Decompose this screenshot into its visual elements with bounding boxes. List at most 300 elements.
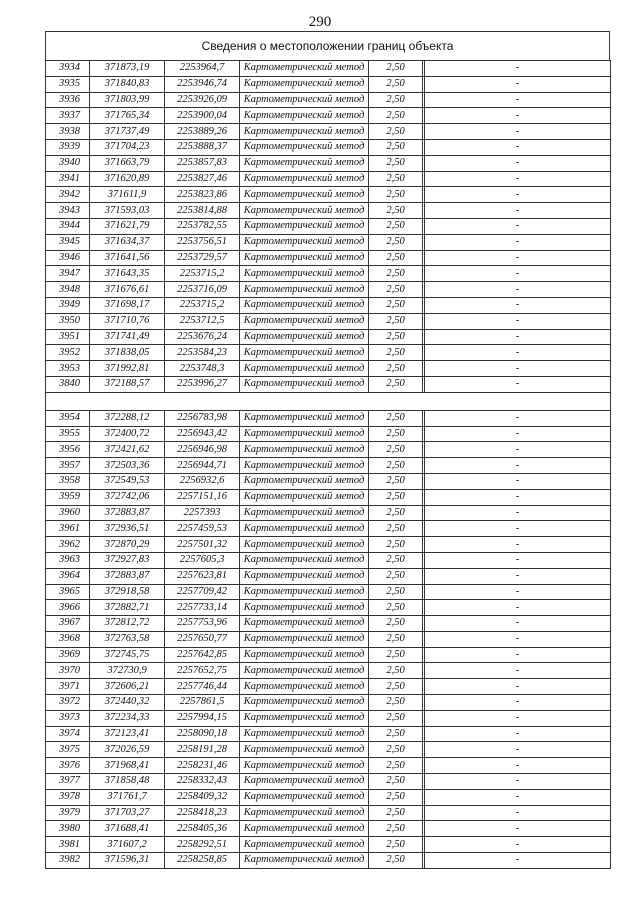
cell-description: - bbox=[425, 108, 611, 124]
cell-y-coordinate: 2256943,42 bbox=[165, 426, 240, 442]
cell-precision: 2,50 bbox=[369, 234, 423, 250]
cell-point-number: 3973 bbox=[46, 710, 90, 726]
cell-point-number: 3968 bbox=[46, 631, 90, 647]
cell-description: - bbox=[425, 805, 611, 821]
cell-y-coordinate: 2253814,88 bbox=[165, 203, 240, 219]
cell-description: - bbox=[425, 155, 611, 171]
cell-point-number: 3934 bbox=[46, 61, 90, 77]
cell-description: - bbox=[425, 742, 611, 758]
cell-method: Картометрический метод bbox=[240, 345, 369, 361]
cell-description: - bbox=[425, 473, 611, 489]
cell-description: - bbox=[425, 631, 611, 647]
cell-description: - bbox=[425, 600, 611, 616]
cell-x-coordinate: 372882,71 bbox=[90, 600, 165, 616]
cell-precision: 2,50 bbox=[369, 758, 423, 774]
cell-y-coordinate: 2253729,57 bbox=[165, 250, 240, 266]
cell-x-coordinate: 371968,41 bbox=[90, 758, 165, 774]
cell-description: - bbox=[425, 489, 611, 505]
table-row bbox=[46, 489, 611, 505]
cell-method: Картометрический метод bbox=[240, 600, 369, 616]
cell-point-number: 3939 bbox=[46, 139, 90, 155]
cell-precision: 2,50 bbox=[369, 345, 423, 361]
page-number: 290 bbox=[308, 14, 332, 30]
cell-precision: 2,50 bbox=[369, 537, 423, 553]
table-row bbox=[46, 821, 611, 837]
cell-description: - bbox=[425, 568, 611, 584]
cell-y-coordinate: 2253889,26 bbox=[165, 124, 240, 140]
table-row bbox=[46, 282, 611, 298]
cell-method: Картометрический метод bbox=[240, 758, 369, 774]
cell-description: - bbox=[425, 376, 611, 392]
cell-point-number: 3935 bbox=[46, 76, 90, 92]
cell-precision: 2,50 bbox=[369, 92, 423, 108]
table-row bbox=[46, 789, 611, 805]
cell-x-coordinate: 371703,27 bbox=[90, 805, 165, 821]
cell-description: - bbox=[425, 345, 611, 361]
cell-x-coordinate: 371840,83 bbox=[90, 76, 165, 92]
cell-description: - bbox=[425, 726, 611, 742]
cell-method: Картометрический метод bbox=[240, 155, 369, 171]
cell-description: - bbox=[425, 313, 611, 329]
cell-precision: 2,50 bbox=[369, 489, 423, 505]
cell-precision: 2,50 bbox=[369, 821, 423, 837]
cell-method: Картометрический метод bbox=[240, 521, 369, 537]
cell-point-number: 3946 bbox=[46, 250, 90, 266]
cell-precision: 2,50 bbox=[369, 473, 423, 489]
cell-y-coordinate: 2256783,98 bbox=[165, 410, 240, 426]
cell-y-coordinate: 2253996,27 bbox=[165, 376, 240, 392]
cell-description: - bbox=[425, 297, 611, 313]
table-row bbox=[46, 61, 611, 77]
cell-method: Картометрический метод bbox=[240, 139, 369, 155]
cell-description: - bbox=[425, 758, 611, 774]
cell-precision: 2,50 bbox=[369, 139, 423, 155]
cell-description: - bbox=[425, 218, 611, 234]
cell-method: Картометрический метод bbox=[240, 376, 369, 392]
coordinates-table bbox=[45, 60, 611, 869]
cell-point-number: 3941 bbox=[46, 171, 90, 187]
cell-precision: 2,50 bbox=[369, 458, 423, 474]
cell-y-coordinate: 2253900,04 bbox=[165, 108, 240, 124]
cell-precision: 2,50 bbox=[369, 521, 423, 537]
cell-y-coordinate: 2253888,37 bbox=[165, 139, 240, 155]
cell-point-number: 3966 bbox=[46, 600, 90, 616]
cell-y-coordinate: 2257994,15 bbox=[165, 710, 240, 726]
cell-method: Картометрический метод bbox=[240, 805, 369, 821]
table-row bbox=[46, 663, 611, 679]
cell-x-coordinate: 371676,61 bbox=[90, 282, 165, 298]
cell-x-coordinate: 371741,49 bbox=[90, 329, 165, 345]
cell-description: - bbox=[425, 234, 611, 250]
cell-x-coordinate: 371873,19 bbox=[90, 61, 165, 77]
cell-x-coordinate: 371737,49 bbox=[90, 124, 165, 140]
cell-point-number: 3943 bbox=[46, 203, 90, 219]
table-row bbox=[46, 376, 611, 392]
cell-description: - bbox=[425, 282, 611, 298]
cell-point-number: 3937 bbox=[46, 108, 90, 124]
cell-precision: 2,50 bbox=[369, 329, 423, 345]
cell-point-number: 3958 bbox=[46, 473, 90, 489]
cell-precision: 2,50 bbox=[369, 108, 423, 124]
table-row bbox=[46, 124, 611, 140]
cell-x-coordinate: 372730,9 bbox=[90, 663, 165, 679]
cell-description: - bbox=[425, 426, 611, 442]
cell-x-coordinate: 372812,72 bbox=[90, 616, 165, 632]
boundary-table-sheet bbox=[45, 31, 610, 869]
cell-precision: 2,50 bbox=[369, 505, 423, 521]
cell-x-coordinate: 372421,62 bbox=[90, 442, 165, 458]
table-row bbox=[46, 297, 611, 313]
table-row bbox=[46, 505, 611, 521]
cell-x-coordinate: 372400,72 bbox=[90, 426, 165, 442]
cell-method: Картометрический метод bbox=[240, 837, 369, 853]
cell-x-coordinate: 371765,34 bbox=[90, 108, 165, 124]
cell-point-number: 3953 bbox=[46, 361, 90, 377]
cell-precision: 2,50 bbox=[369, 631, 423, 647]
cell-method: Картометрический метод bbox=[240, 266, 369, 282]
cell-point-number: 3959 bbox=[46, 489, 90, 505]
cell-description: - bbox=[425, 710, 611, 726]
cell-point-number: 3981 bbox=[46, 837, 90, 853]
cell-method: Картометрический метод bbox=[240, 489, 369, 505]
cell-point-number: 3967 bbox=[46, 616, 90, 632]
cell-precision: 2,50 bbox=[369, 742, 423, 758]
cell-precision: 2,50 bbox=[369, 853, 423, 869]
cell-method: Картометрический метод bbox=[240, 297, 369, 313]
cell-method: Картометрический метод bbox=[240, 537, 369, 553]
cell-y-coordinate: 2253782,55 bbox=[165, 218, 240, 234]
table-row bbox=[46, 187, 611, 203]
cell-description: - bbox=[425, 853, 611, 869]
cell-method: Картометрический метод bbox=[240, 171, 369, 187]
cell-point-number: 3962 bbox=[46, 537, 90, 553]
table-row bbox=[46, 203, 611, 219]
cell-method: Картометрический метод bbox=[240, 663, 369, 679]
cell-x-coordinate: 371688,41 bbox=[90, 821, 165, 837]
cell-description: - bbox=[425, 647, 611, 663]
cell-point-number: 3965 bbox=[46, 584, 90, 600]
cell-y-coordinate: 2257623,81 bbox=[165, 568, 240, 584]
table-row bbox=[46, 266, 611, 282]
cell-method: Картометрический метод bbox=[240, 410, 369, 426]
cell-method: Картометрический метод bbox=[240, 473, 369, 489]
cell-precision: 2,50 bbox=[369, 616, 423, 632]
cell-method: Картометрический метод bbox=[240, 789, 369, 805]
cell-precision: 2,50 bbox=[369, 376, 423, 392]
cell-x-coordinate: 371620,89 bbox=[90, 171, 165, 187]
cell-precision: 2,50 bbox=[369, 426, 423, 442]
cell-description: - bbox=[425, 76, 611, 92]
cell-precision: 2,50 bbox=[369, 600, 423, 616]
cell-precision: 2,50 bbox=[369, 410, 423, 426]
cell-method: Картометрический метод bbox=[240, 92, 369, 108]
cell-y-coordinate: 2253964,7 bbox=[165, 61, 240, 77]
cell-method: Картометрический метод bbox=[240, 647, 369, 663]
cell-method: Картометрический метод bbox=[240, 552, 369, 568]
cell-point-number: 3947 bbox=[46, 266, 90, 282]
cell-y-coordinate: 2257642,85 bbox=[165, 647, 240, 663]
cell-method: Картометрический метод bbox=[240, 234, 369, 250]
table-row bbox=[46, 139, 611, 155]
cell-precision: 2,50 bbox=[369, 647, 423, 663]
cell-x-coordinate: 371607,2 bbox=[90, 837, 165, 853]
cell-y-coordinate: 2256946,98 bbox=[165, 442, 240, 458]
cell-description: - bbox=[425, 61, 611, 77]
table-row bbox=[46, 521, 611, 537]
cell-description: - bbox=[425, 505, 611, 521]
cell-x-coordinate: 371596,31 bbox=[90, 853, 165, 869]
table-row bbox=[46, 218, 611, 234]
cell-precision: 2,50 bbox=[369, 124, 423, 140]
cell-description: - bbox=[425, 187, 611, 203]
cell-method: Картометрический метод bbox=[240, 821, 369, 837]
cell-precision: 2,50 bbox=[369, 203, 423, 219]
cell-method: Картометрический метод bbox=[240, 774, 369, 790]
cell-precision: 2,50 bbox=[369, 313, 423, 329]
cell-method: Картометрический метод bbox=[240, 187, 369, 203]
cell-y-coordinate: 2257753,96 bbox=[165, 616, 240, 632]
cell-description: - bbox=[425, 124, 611, 140]
cell-method: Картометрический метод bbox=[240, 76, 369, 92]
cell-y-coordinate: 2258405,36 bbox=[165, 821, 240, 837]
cell-description: - bbox=[425, 203, 611, 219]
cell-y-coordinate: 2257746,44 bbox=[165, 679, 240, 695]
cell-x-coordinate: 372745,75 bbox=[90, 647, 165, 663]
cell-description: - bbox=[425, 679, 611, 695]
cell-y-coordinate: 2257733,14 bbox=[165, 600, 240, 616]
cell-y-coordinate: 2253748,3 bbox=[165, 361, 240, 377]
cell-x-coordinate: 371704,23 bbox=[90, 139, 165, 155]
cell-precision: 2,50 bbox=[369, 568, 423, 584]
cell-x-coordinate: 372549,53 bbox=[90, 473, 165, 489]
cell-description: - bbox=[425, 92, 611, 108]
cell-x-coordinate: 372763,58 bbox=[90, 631, 165, 647]
cell-point-number: 3954 bbox=[46, 410, 90, 426]
cell-description: - bbox=[425, 774, 611, 790]
cell-precision: 2,50 bbox=[369, 837, 423, 853]
table-row bbox=[46, 710, 611, 726]
cell-point-number: 3964 bbox=[46, 568, 90, 584]
cell-description: - bbox=[425, 552, 611, 568]
cell-point-number: 3951 bbox=[46, 329, 90, 345]
cell-point-number: 3952 bbox=[46, 345, 90, 361]
cell-precision: 2,50 bbox=[369, 282, 423, 298]
cell-description: - bbox=[425, 663, 611, 679]
table-row bbox=[46, 313, 611, 329]
cell-precision: 2,50 bbox=[369, 710, 423, 726]
cell-point-number: 3944 bbox=[46, 218, 90, 234]
cell-y-coordinate: 2253715,2 bbox=[165, 297, 240, 313]
cell-x-coordinate: 371634,37 bbox=[90, 234, 165, 250]
cell-precision: 2,50 bbox=[369, 805, 423, 821]
cell-y-coordinate: 2257650,77 bbox=[165, 631, 240, 647]
cell-y-coordinate: 2257861,5 bbox=[165, 695, 240, 711]
cell-precision: 2,50 bbox=[369, 442, 423, 458]
cell-description: - bbox=[425, 250, 611, 266]
cell-description: - bbox=[425, 616, 611, 632]
cell-y-coordinate: 2258418,23 bbox=[165, 805, 240, 821]
cell-precision: 2,50 bbox=[369, 250, 423, 266]
cell-method: Картометрический метод bbox=[240, 710, 369, 726]
cell-point-number: 3948 bbox=[46, 282, 90, 298]
table-row bbox=[46, 426, 611, 442]
cell-point-number: 3963 bbox=[46, 552, 90, 568]
table-row bbox=[46, 361, 611, 377]
cell-description: - bbox=[425, 537, 611, 553]
cell-y-coordinate: 2258292,51 bbox=[165, 837, 240, 853]
cell-point-number: 3955 bbox=[46, 426, 90, 442]
cell-description: - bbox=[425, 139, 611, 155]
cell-y-coordinate: 2253715,2 bbox=[165, 266, 240, 282]
cell-point-number: 3975 bbox=[46, 742, 90, 758]
cell-y-coordinate: 2253712,5 bbox=[165, 313, 240, 329]
cell-y-coordinate: 2257151,16 bbox=[165, 489, 240, 505]
cell-point-number: 3949 bbox=[46, 297, 90, 313]
cell-x-coordinate: 372234,33 bbox=[90, 710, 165, 726]
cell-point-number: 3969 bbox=[46, 647, 90, 663]
cell-description: - bbox=[425, 442, 611, 458]
cell-x-coordinate: 372123,41 bbox=[90, 726, 165, 742]
cell-x-coordinate: 371858,48 bbox=[90, 774, 165, 790]
cell-point-number: 3971 bbox=[46, 679, 90, 695]
cell-method: Картометрический метод bbox=[240, 282, 369, 298]
cell-y-coordinate: 2253946,74 bbox=[165, 76, 240, 92]
table-row bbox=[46, 171, 611, 187]
cell-description: - bbox=[425, 361, 611, 377]
cell-x-coordinate: 371593,03 bbox=[90, 203, 165, 219]
cell-y-coordinate: 2257501,32 bbox=[165, 537, 240, 553]
cell-method: Картометрический метод bbox=[240, 218, 369, 234]
cell-x-coordinate: 371621,79 bbox=[90, 218, 165, 234]
table-row bbox=[46, 345, 611, 361]
cell-method: Картометрический метод bbox=[240, 742, 369, 758]
cell-y-coordinate: 2258332,43 bbox=[165, 774, 240, 790]
cell-x-coordinate: 371663,79 bbox=[90, 155, 165, 171]
cell-point-number: 3977 bbox=[46, 774, 90, 790]
cell-y-coordinate: 2258090,18 bbox=[165, 726, 240, 742]
table-row bbox=[46, 552, 611, 568]
table-row bbox=[46, 234, 611, 250]
cell-precision: 2,50 bbox=[369, 789, 423, 805]
cell-precision: 2,50 bbox=[369, 663, 423, 679]
cell-point-number: 3940 bbox=[46, 155, 90, 171]
table-row bbox=[46, 108, 611, 124]
cell-method: Картометрический метод bbox=[240, 203, 369, 219]
cell-description: - bbox=[425, 458, 611, 474]
cell-x-coordinate: 372440,32 bbox=[90, 695, 165, 711]
cell-method: Картометрический метод bbox=[240, 695, 369, 711]
cell-point-number: 3980 bbox=[46, 821, 90, 837]
cell-point-number: 3982 bbox=[46, 853, 90, 869]
cell-x-coordinate: 371803,99 bbox=[90, 92, 165, 108]
cell-precision: 2,50 bbox=[369, 187, 423, 203]
cell-precision: 2,50 bbox=[369, 774, 423, 790]
cell-precision: 2,50 bbox=[369, 76, 423, 92]
cell-x-coordinate: 371761,7 bbox=[90, 789, 165, 805]
cell-method: Картометрический метод bbox=[240, 458, 369, 474]
table-row bbox=[46, 616, 611, 632]
cell-y-coordinate: 2253584,23 bbox=[165, 345, 240, 361]
cell-x-coordinate: 372927,83 bbox=[90, 552, 165, 568]
cell-method: Картометрический метод bbox=[240, 108, 369, 124]
cell-x-coordinate: 372883,87 bbox=[90, 568, 165, 584]
cell-point-number: 3961 bbox=[46, 521, 90, 537]
cell-x-coordinate: 372870,29 bbox=[90, 537, 165, 553]
table-row bbox=[46, 410, 611, 426]
cell-precision: 2,50 bbox=[369, 171, 423, 187]
table-row bbox=[46, 537, 611, 553]
cell-point-number: 3972 bbox=[46, 695, 90, 711]
cell-point-number: 3976 bbox=[46, 758, 90, 774]
cell-method: Картометрический метод bbox=[240, 568, 369, 584]
cell-y-coordinate: 2256944,71 bbox=[165, 458, 240, 474]
cell-y-coordinate: 2257652,75 bbox=[165, 663, 240, 679]
table-row bbox=[46, 837, 611, 853]
cell-x-coordinate: 372936,51 bbox=[90, 521, 165, 537]
cell-y-coordinate: 2253823,86 bbox=[165, 187, 240, 203]
cell-precision: 2,50 bbox=[369, 679, 423, 695]
cell-y-coordinate: 2258409,32 bbox=[165, 789, 240, 805]
cell-point-number: 3979 bbox=[46, 805, 90, 821]
cell-method: Картометрический метод bbox=[240, 631, 369, 647]
cell-description: - bbox=[425, 410, 611, 426]
cell-y-coordinate: 2253827,46 bbox=[165, 171, 240, 187]
table-row bbox=[46, 805, 611, 821]
cell-precision: 2,50 bbox=[369, 155, 423, 171]
cell-description: - bbox=[425, 789, 611, 805]
cell-description: - bbox=[425, 695, 611, 711]
cell-y-coordinate: 2257393 bbox=[165, 505, 240, 521]
table-row bbox=[46, 695, 611, 711]
table-row bbox=[46, 92, 611, 108]
cell-description: - bbox=[425, 584, 611, 600]
cell-method: Картометрический метод bbox=[240, 313, 369, 329]
cell-method: Картометрический метод bbox=[240, 250, 369, 266]
cell-y-coordinate: 2253857,83 bbox=[165, 155, 240, 171]
table-row bbox=[46, 458, 611, 474]
cell-point-number: 3974 bbox=[46, 726, 90, 742]
cell-y-coordinate: 2253676,24 bbox=[165, 329, 240, 345]
cell-x-coordinate: 371698,17 bbox=[90, 297, 165, 313]
cell-method: Картометрический метод bbox=[240, 584, 369, 600]
cell-x-coordinate: 372742,06 bbox=[90, 489, 165, 505]
cell-x-coordinate: 372503,36 bbox=[90, 458, 165, 474]
cell-x-coordinate: 372026,59 bbox=[90, 742, 165, 758]
cell-y-coordinate: 2258258,85 bbox=[165, 853, 240, 869]
table-row bbox=[46, 742, 611, 758]
table-row bbox=[46, 774, 611, 790]
cell-y-coordinate: 2253756,51 bbox=[165, 234, 240, 250]
table-row bbox=[46, 726, 611, 742]
cell-description: - bbox=[425, 266, 611, 282]
cell-precision: 2,50 bbox=[369, 297, 423, 313]
cell-precision: 2,50 bbox=[369, 218, 423, 234]
cell-method: Картометрический метод bbox=[240, 426, 369, 442]
cell-precision: 2,50 bbox=[369, 695, 423, 711]
group-separator-row bbox=[46, 392, 611, 410]
cell-x-coordinate: 372188,57 bbox=[90, 376, 165, 392]
cell-point-number: 3978 bbox=[46, 789, 90, 805]
table-row bbox=[46, 647, 611, 663]
table-row bbox=[46, 853, 611, 869]
cell-point-number: 3950 bbox=[46, 313, 90, 329]
cell-y-coordinate: 2256932,6 bbox=[165, 473, 240, 489]
cell-x-coordinate: 372606,21 bbox=[90, 679, 165, 695]
cell-y-coordinate: 2253926,09 bbox=[165, 92, 240, 108]
cell-precision: 2,50 bbox=[369, 552, 423, 568]
cell-x-coordinate: 371611,9 bbox=[90, 187, 165, 203]
cell-precision: 2,50 bbox=[369, 584, 423, 600]
